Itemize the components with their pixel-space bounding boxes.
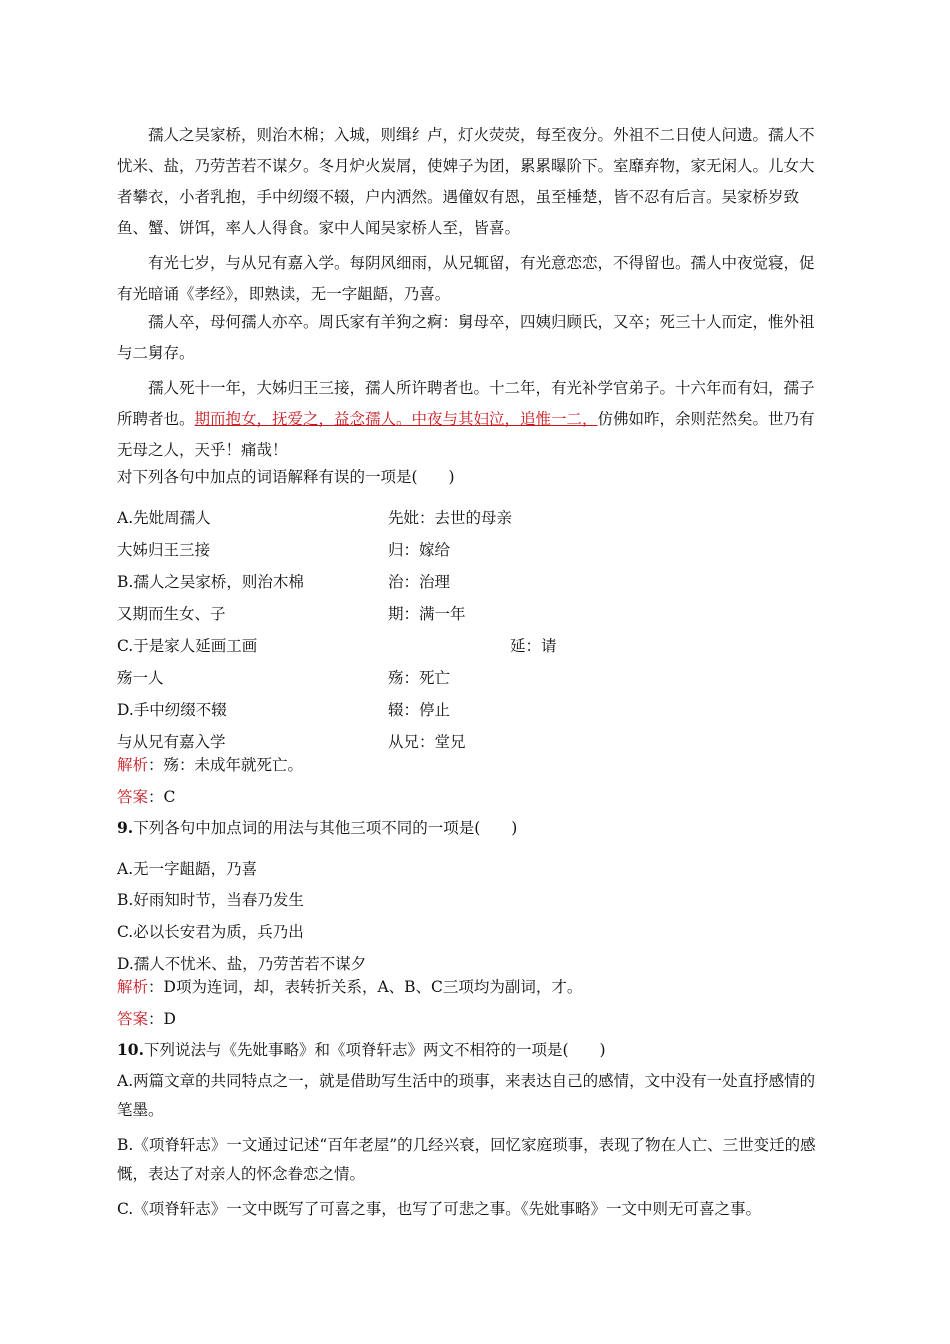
analysis-text: ：殇：未成年就死亡。: [148, 756, 304, 774]
q8-row-right: 治：治理: [388, 573, 451, 591]
q9-answer: [117, 1008, 176, 1030]
q9-option: A.无一字龃龉，乃喜: [117, 860, 258, 878]
q8-row-left: B.孺人之吴家桥，则治木棉: [117, 573, 304, 591]
q9-number: 9.: [117, 818, 134, 837]
q8-row-left: A.先妣周孺人: [117, 509, 211, 527]
q8-row-left: D.手中纫缀不辍: [117, 701, 227, 719]
q8-row-left: 殇一人: [117, 669, 164, 687]
q8-row-right: 从兄：堂兄: [388, 733, 466, 751]
passage-p4-part-a: 孺人死十一年，大姊归王三接，孺人所许聘者也。十二年，有光补学官弟子。十六年而有妇，孺子所聘者也。: [117, 379, 815, 428]
q10-stem-text: 下列说法与《先妣事略》和《项脊轩志》两文不相符的一项是( ): [143, 1041, 606, 1059]
answer-label: 答案: [117, 1010, 149, 1028]
passage-p4-part-b: 仿佛如昨，余则茫然矣。世乃有无母之人，天乎！痛哉！: [117, 410, 815, 459]
q9-stem-text: 下列各句中加点词的用法与其他三项不同的一项是( ): [133, 819, 518, 837]
q10-option: C.《项脊轩志》一文中既写了可喜之事，也写了可悲之事。《先妣事略》一文中则无可喜之事。: [117, 1200, 761, 1218]
analysis-label: 解析: [117, 978, 149, 996]
q8-row-left: 大姊归王三接: [117, 541, 211, 559]
q9-option: D.孺人不忧米、盐，乃劳苦若不谋夕: [117, 955, 367, 973]
q8-row-right: 殇：死亡: [388, 669, 451, 687]
analysis-text: ：D项为连词，却，表转折关系，A、B、C三项均为副词，才。: [148, 978, 583, 996]
q10-number: 10.: [117, 1040, 144, 1059]
q9-analysis: [117, 976, 582, 998]
q9-stem: [117, 817, 517, 839]
q8-row-right: 延：请: [510, 637, 557, 655]
answer-text: ：D: [148, 1010, 176, 1028]
q9-option: C.必以长安君为质，兵乃出: [117, 923, 304, 941]
q8-row-right: 先妣：去世的母亲: [388, 509, 513, 527]
passage-paragraph-3: 孺人卒，母何孺人亦卒。周氏家有羊狗之痾：舅母卒，四姨归顾氏，又卒；死三十人而定，惟外祖与二舅存。: [117, 313, 815, 362]
q8-row-left: C.于是家人延画工画: [117, 637, 258, 655]
q8-row-right: 期：满一年: [388, 605, 466, 623]
q10-stem: [117, 1039, 606, 1061]
q10-option: A.两篇文章的共同特点之一，就是借助写生活中的琐事，来表达自己的感情，文中没有一处直抒感情的笔墨。: [117, 1072, 816, 1119]
q10-option: B.《项脊轩志》一文通过记述“百年老屋”的几经兴衰，回忆家庭琐事，表现了物在人亡、三世变迁的感慨，表达了对亲人的怀念眷恋之情。: [117, 1136, 816, 1183]
passage-paragraph-1: 孺人之吴家桥，则治木棉；入城，则缉纟卢，灯火荧荧，每至夜分。外祖不二日使人问遗。孺人不忧米、盐，乃劳苦若不谋夕。冬月炉火炭屑，使婢子为团，累累曝阶下。室靡弃物，家无闲人。儿女大者攀衣，小者乳抱，手中纫缀不辍，户内洒然。遇僮奴有恩，虽至棰楚，皆不忍有后言。吴家桥岁致鱼、蟹、饼饵，率人人得食。家中人闻吴家桥人至，皆喜。: [117, 126, 815, 237]
analysis-label: 解析: [117, 756, 149, 774]
q8-stem: 对下列各句中加点的词语解释有误的一项是( ): [117, 468, 455, 486]
answer-text: ：C: [148, 788, 176, 806]
q8-analysis: [117, 754, 303, 776]
q8-row-right: 辍：停止: [388, 701, 451, 719]
q8-answer: [117, 786, 175, 808]
q8-row-left: 与从兄有嘉入学: [117, 733, 226, 751]
passage-p4-highlight: 期而抱女，抚爱之，益念孺人。中夜与其妇泣，追惟一二，: [194, 410, 598, 428]
answer-label: 答案: [117, 788, 149, 806]
passage-paragraph-4: [117, 373, 829, 466]
passage-paragraph-2: 有光七岁，与从兄有嘉入学。每阴风细雨，从兄辄留，有光意恋恋，不得留也。孺人中夜觉寝，促有光暗诵《孝经》，即熟读，无一字龃龉，乃喜。: [117, 254, 815, 303]
q8-row-right: 归：嫁给: [388, 541, 451, 559]
q9-option: B.好雨知时节，当春乃发生: [117, 891, 304, 909]
q8-row-left: 又期而生女、子: [117, 605, 226, 623]
